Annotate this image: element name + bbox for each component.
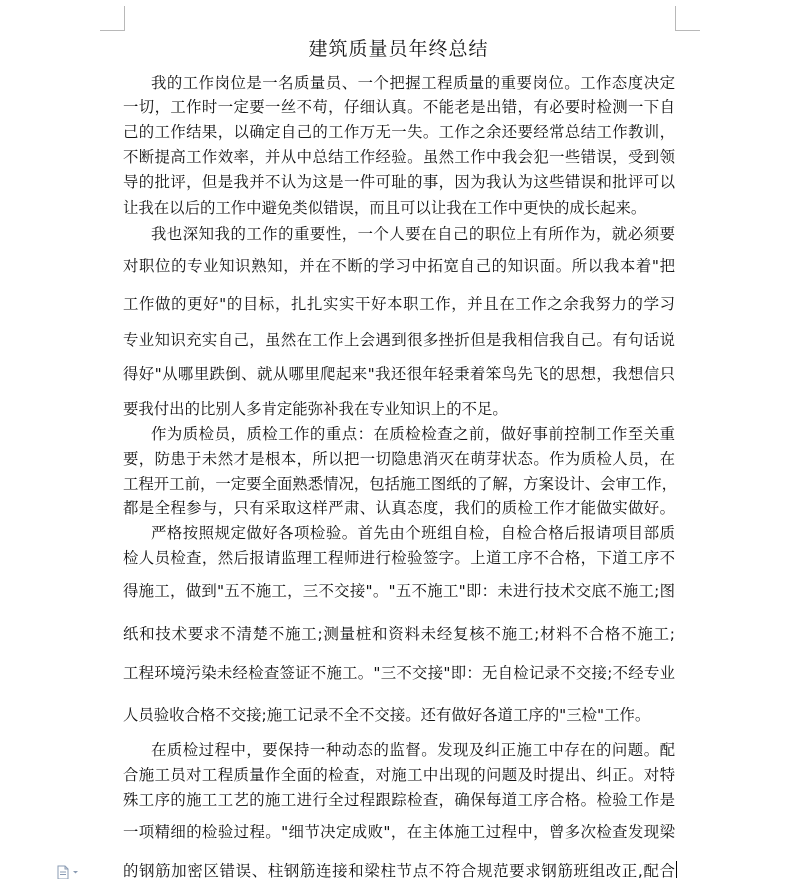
text-line: 一切，工作时一定要一丝不苟，仔细认真。不能老是出错，有必要时检测一下自: [123, 98, 675, 116]
page-corner-mark-top-right: [675, 6, 700, 31]
text-line: 在质检过程中，要保持一种动态的监督。发现及纠正施工中存在的问题。配: [151, 741, 675, 759]
text-line: 严格按照规定做好各项检验。首先由个班组自检，自检合格后报请项目部质: [151, 524, 675, 542]
text-line: 检人员检查，然后报请监理工程师进行检验签字。上道工序不合格，下道工序不: [123, 549, 675, 567]
document-options-icon[interactable]: [56, 864, 82, 878]
text-line: 工程环境污染未经检查签证不施工。"三不交接"即：无自检记录不交接;不经专业: [123, 664, 675, 682]
text-line: 合施工员对工程质量作全面的检查，对施工中出现的问题及时提出、纠正。对特: [123, 766, 675, 784]
text-line: 要我付出的比别人多肯定能弥补我在专业知识上的不足。: [123, 400, 508, 418]
text-line: 工作做的更好"的目标，扎扎实实干好本职工作，并且在工作之余我努力的学习: [123, 295, 675, 313]
text-line: 都是全程参与，只有采取这样严肃、认真态度，我们的质检工作才能做实做好。: [123, 499, 675, 517]
text-line: 得好"从哪里跌倒、就从哪里爬起来"我还很年轻秉着笨鸟先飞的思想，我想信只: [123, 365, 675, 383]
page-corner-mark-top-left: [100, 6, 125, 31]
text-cursor: [676, 861, 677, 878]
text-line: 作为质检员，质检工作的重点：在质检检查之前，做好事前控制工作至关重: [151, 425, 675, 443]
text-line: 殊工序的施工工艺的施工进行全过程跟踪检查，确保每道工序合格。检验工作是: [123, 791, 675, 809]
text-line: 专业知识充实自己，虽然在工作上会遇到很多挫折但是我相信我自己。有句话说: [123, 331, 675, 349]
text-line: 要，防患于未然才是根本，所以把一切隐患消灭在萌芽状态。作为质检人员，在: [123, 450, 675, 468]
text-line: 得施工，做到"五不施工，三不交接"。"五不施工"即：未进行技术交底不施工;图: [123, 582, 675, 600]
document-title: 建筑质量员年终总结: [308, 38, 489, 60]
text-line: 我的工作岗位是一名质量员、一个把握工程质量的重要岗位。工作态度决定: [151, 74, 675, 92]
text-line: 让我在以后的工作中避免类似错误，而且可以让我在工作中更快的成长起来。: [123, 199, 647, 217]
text-line: 一项精细的检验过程。"细节决定成败"，在主体施工过程中，曾多次检查发现梁: [123, 823, 675, 841]
text-line: 的钢筋加密区错误、柱钢筋连接和梁柱节点不符合规范要求钢筋班组改正,配合: [123, 862, 675, 880]
text-line: 我也深知我的工作的重要性，一个人要在自己的职位上有所作为，就必须要: [151, 225, 675, 243]
text-line: 己的工作结果，以确定自己的工作万无一失。工作之余还要经常总结工作教训，: [123, 123, 675, 141]
text-line: 工程开工前，一定要全面熟悉情况，包括施工图纸的了解，方案设计、会审工作，: [123, 475, 678, 493]
text-line: 不断提高工作效率，并从中总结工作经验。虽然工作中我会犯一些错误，受到领: [123, 148, 675, 166]
text-line: 人员验收合格不交接;施工记录不全不交接。还有做好各道工序的"三检"工作。: [123, 706, 651, 724]
text-line: 纸和技术要求不清楚不施工;测量桩和资料未经复核不施工;材料不合格不施工;: [123, 625, 675, 643]
text-line: 导的批评，但是我并不认为这是一件可耻的事，因为我认为这些错误和批评可以: [123, 173, 675, 191]
text-line: 对职位的专业知识熟知，并在不断的学习中拓宽自己的知识面。所以我本着"把: [123, 257, 675, 275]
